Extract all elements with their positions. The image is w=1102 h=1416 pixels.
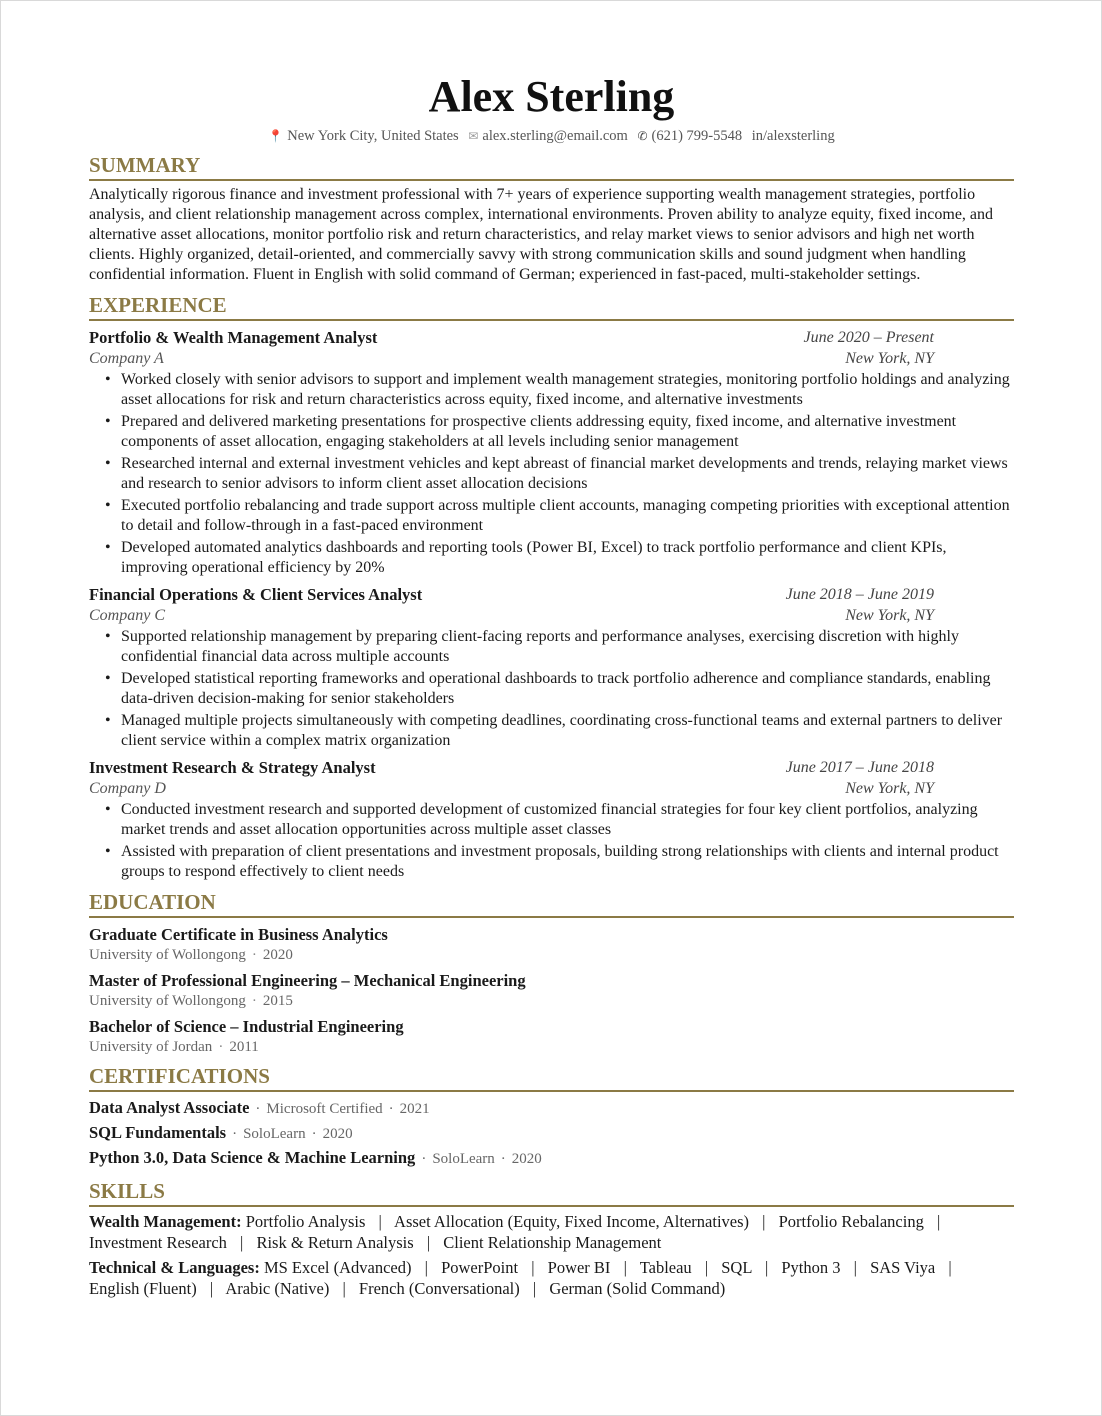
list-item: • Conducted investment research and supported development of customized financial strategies for four key client portfolios, analyzing market trends and asset allocation opportunities across multiple asset classes [121, 800, 1014, 840]
job-dates: June 2018 – June 2019 [785, 586, 934, 603]
skill-separator: | [762, 1212, 766, 1231]
skill-separator: | [426, 1233, 431, 1252]
list-item: • Supported relationship management by preparing client-facing reports and performance analyses, exercising discretion with highly confidential financial data across multiple accounts [121, 627, 1014, 667]
job-company-row [89, 778, 1014, 799]
job-company: Company A [89, 350, 164, 367]
education-meta [89, 1038, 1014, 1056]
phone-icon: ✆ [637, 129, 648, 143]
list-item: • Prepared and delivered marketing presentations for prospective clients addressing equity, fixed income, and alternative investment components of asset allocation, engaging stakeholders at all levels including senior management [121, 412, 1014, 452]
contact-line [89, 127, 1014, 145]
job-location: New York, NY [845, 780, 934, 797]
skill-item: Arabic (Native) [225, 1279, 330, 1298]
resume-content [89, 71, 1014, 1299]
skill-item: Client Relationship Management [443, 1233, 662, 1252]
job-dates: June 2020 – Present [803, 329, 934, 346]
separator-dot: · [388, 1101, 394, 1117]
separator-dot: · [218, 1039, 224, 1055]
list-item: • Developed statistical reporting frameworks and operational dashboards to track portfolio adherence and compliance standards, enabling data-driven decision-making for senior stakeholders [121, 669, 1014, 709]
separator-dot: · [421, 1151, 427, 1167]
certifications-heading: CERTIFICATIONS [89, 1064, 1014, 1092]
list-item: • Worked closely with senior advisors to support and implement wealth management strategies, monitoring portfolio holdings and analyzing asset allocations for risk and return characteristics across equity, fixed income, and alternative investments [121, 370, 1014, 410]
job-company: Company C [89, 607, 165, 624]
contact-location [268, 127, 458, 145]
phone-text: (621) 799-5548 [651, 128, 743, 144]
job-location: New York, NY [845, 607, 934, 624]
skill-item: Risk & Return Analysis [256, 1233, 414, 1252]
job-bullets [89, 627, 1014, 751]
contact-phone [637, 127, 742, 145]
envelope-icon: ✉ [468, 129, 479, 143]
skills-group [89, 1257, 1014, 1299]
job-dates: June 2017 – June 2018 [785, 759, 934, 776]
separator-dot: · [500, 1151, 506, 1167]
education-school: University of Wollongong [89, 947, 246, 963]
skill-item: SAS Viya [870, 1258, 936, 1277]
skill-separator: | [623, 1258, 627, 1277]
skill-separator: | [342, 1279, 346, 1298]
skill-item: Python 3 [781, 1258, 841, 1277]
job-bullets [89, 800, 1014, 882]
list-item: • Executed portfolio rebalancing and trade support across multiple client accounts, managing competing priorities with exceptional attention to detail and follow-through in a fast-paced environment [121, 496, 1014, 536]
education-school: University of Jordan [89, 1039, 213, 1055]
job-title: Investment Research & Strategy Analyst [89, 758, 376, 777]
skill-item: SQL [721, 1258, 752, 1277]
separator-dot: · [251, 947, 257, 963]
certifications-list [89, 1096, 1014, 1171]
skill-item: English (Fluent) [89, 1279, 197, 1298]
skill-item: Portfolio Analysis [245, 1212, 366, 1231]
skill-item: Power BI [547, 1258, 611, 1277]
skill-separator: | [531, 1258, 535, 1277]
skills-group-label: Wealth Management: [89, 1212, 242, 1231]
education-entry [89, 970, 1014, 1010]
skill-item: Tableau [639, 1258, 692, 1277]
skill-separator: | [853, 1258, 857, 1277]
skill-separator: | [424, 1258, 428, 1277]
certification-year: 2020 [511, 1151, 542, 1167]
separator-dot: · [311, 1126, 317, 1142]
skill-separator: | [532, 1279, 537, 1298]
certification-entry [89, 1121, 1014, 1146]
education-year: 2015 [262, 993, 293, 1009]
job-company: Company D [89, 780, 166, 797]
skills-list [89, 1211, 1014, 1299]
skill-item: Portfolio Rebalancing [778, 1212, 924, 1231]
skill-separator: | [936, 1212, 941, 1231]
list-item: • Developed automated analytics dashboards and reporting tools (Power BI, Excel) to track portfolio performance and client KPIs, improving operational efficiency by 20% [121, 538, 1014, 578]
separator-dot: · [232, 1126, 238, 1142]
certification-issuer: SoloLearn [243, 1126, 306, 1142]
list-item: • Managed multiple projects simultaneously with competing deadlines, coordinating cross-functional teams and external partners to deliver client service within a complex matrix organization [121, 711, 1014, 751]
skill-item: Asset Allocation (Equity, Fixed Income, Alternatives) [394, 1212, 750, 1231]
skill-separator: | [378, 1212, 382, 1231]
education-degree: Graduate Certificate in Business Analytics [89, 925, 388, 944]
certification-entry [89, 1096, 1014, 1121]
skill-separator: | [704, 1258, 709, 1277]
certification-year: 2020 [322, 1126, 353, 1142]
certification-name: Data Analyst Associate [89, 1098, 250, 1117]
job-title: Financial Operations & Client Services Analyst [89, 585, 423, 604]
skills-group-label: Technical & Languages: [89, 1258, 260, 1277]
experience-heading: EXPERIENCE [89, 293, 1014, 321]
job-entry [89, 327, 1014, 578]
education-year: 2020 [262, 947, 293, 963]
list-item: • Researched internal and external investment vehicles and kept abreast of financial market developments and trends, relaying market views and research to senior advisors to inform client asset allocation decisions [121, 454, 1014, 494]
job-company-row [89, 348, 1014, 369]
certification-entry [89, 1146, 1014, 1171]
skills-heading: SKILLS [89, 1179, 1014, 1207]
contact-email[interactable] [468, 127, 627, 145]
separator-dot: · [251, 993, 257, 1009]
skill-separator: | [240, 1233, 244, 1252]
education-degree: Bachelor of Science – Industrial Engineering [89, 1017, 404, 1036]
contact-linkedin[interactable] [752, 127, 835, 145]
job-header-row [89, 757, 1014, 778]
skill-item: PowerPoint [441, 1258, 519, 1277]
skills-group [89, 1211, 1014, 1253]
job-header-row [89, 327, 1014, 348]
education-entry [89, 1016, 1014, 1056]
location-text: New York City, United States [287, 128, 459, 144]
list-item: • Assisted with preparation of client presentations and investment proposals, building strong relationships with clients and internal product groups to respond effectively to client needs [121, 842, 1014, 882]
experience-list [89, 327, 1014, 882]
separator-dot: · [255, 1101, 261, 1117]
email-text[interactable]: alex.sterling@email.com [482, 128, 628, 144]
skill-separator: | [209, 1279, 214, 1298]
job-company-row [89, 605, 1014, 626]
job-entry [89, 584, 1014, 751]
education-entry [89, 924, 1014, 964]
skill-item: French (Conversational) [358, 1279, 520, 1298]
summary-text: Analytically rigorous finance and investment professional with 7+ years of experience supporting wealth management strategies, portfolio analysis, and client relationship management across complex, international environments. Proven ability to analyze equity, fixed income, and alternative asset allocations, monitor portfolio risk and return characteristics, and relay market views to senior advisors and high net worth clients. Highly organized, detail-oriented, and commercially savvy with strong communication skills and sound judgment when handling confidential information. Fluent in English with solid command of German; experienced in fast-paced, multi-stakeholder settings. [89, 186, 994, 283]
education-year: 2011 [229, 1039, 259, 1055]
job-entry [89, 757, 1014, 882]
education-list [89, 924, 1014, 1056]
skill-item: Investment Research [89, 1233, 227, 1252]
certification-name: SQL Fundamentals [89, 1123, 227, 1142]
education-degree: Master of Professional Engineering – Mechanical Engineering [89, 971, 526, 990]
linkedin-text[interactable]: in/alexsterling [751, 128, 835, 144]
certification-issuer: SoloLearn [432, 1151, 495, 1167]
map-pin-icon: 📍 [268, 129, 284, 143]
education-meta [89, 992, 1014, 1010]
education-heading: EDUCATION [89, 890, 1014, 918]
skill-separator: | [764, 1258, 769, 1277]
candidate-name: Alex Sterling [428, 72, 675, 121]
education-school: University of Wollongong [89, 993, 246, 1009]
certification-year: 2021 [399, 1101, 430, 1117]
skill-item: MS Excel (Advanced) [263, 1258, 412, 1277]
certification-issuer: Microsoft Certified [266, 1101, 383, 1117]
job-title: Portfolio & Wealth Management Analyst [89, 328, 378, 347]
job-location: New York, NY [845, 350, 934, 367]
skill-item: German (Solid Command) [549, 1279, 726, 1298]
certification-name: Python 3.0, Data Science & Machine Learning [89, 1148, 416, 1167]
job-bullets [89, 370, 1014, 578]
education-meta [89, 946, 1014, 964]
job-header-row [89, 584, 1014, 605]
skill-separator: | [948, 1258, 952, 1277]
summary-heading: SUMMARY [89, 153, 1014, 181]
